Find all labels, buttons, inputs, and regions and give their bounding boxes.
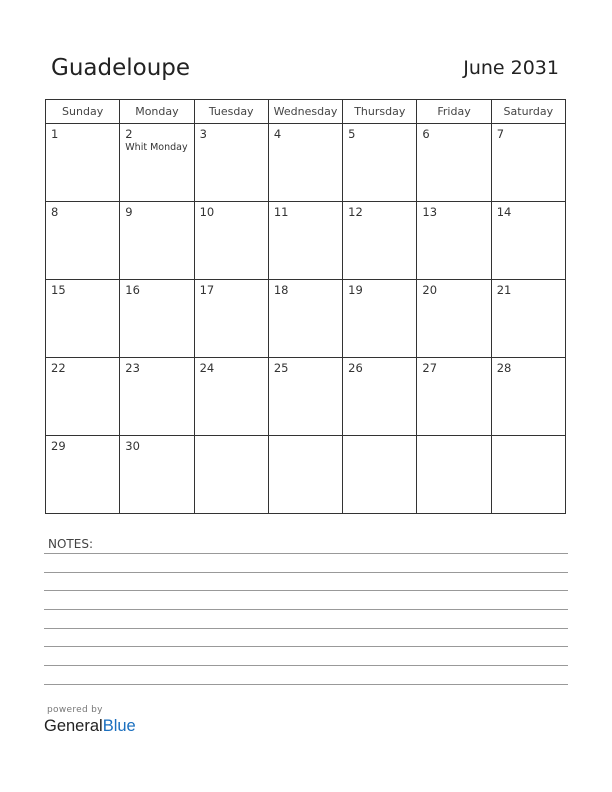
calendar-day-cell [120,202,194,280]
generalblue-logo [44,717,136,736]
calendar-day-cell [194,436,268,514]
note-line [44,665,568,666]
day-number: 13 [422,205,438,219]
day-number: 23 [125,361,140,375]
calendar-day-cell [194,280,268,358]
calendar-day-cell [194,202,268,280]
day-number: 4 [273,127,282,141]
weekday-header: Saturday [491,100,565,124]
day-number: 29 [51,439,66,453]
day-number: 1 [51,127,59,141]
note-line [44,646,568,647]
calendar-day-cell [46,280,120,358]
calendar-day-cell [120,358,194,436]
day-number: 5 [348,127,356,141]
calendar-day-cell [268,436,342,514]
note-line [44,609,568,610]
calendar-day-cell [417,436,491,514]
calendar-day-cell [417,280,491,358]
calendar-body [46,124,566,514]
note-line [44,553,568,554]
month-year-label: June 2031 [463,57,559,79]
weekday-header: Sunday [46,100,120,124]
brand-part-general: General [44,717,103,735]
day-number: 26 [348,361,363,375]
calendar-day-cell [343,202,417,280]
brand-part-blue: Blue [102,717,136,735]
calendar-grid [45,99,566,514]
powered-by-label: powered by [47,705,103,715]
day-number: 17 [199,283,215,297]
weekday-header: Wednesday [268,100,342,124]
calendar-day-cell [491,358,565,436]
note-line [44,628,568,629]
calendar-day-cell [417,358,491,436]
day-number: 11 [273,205,289,219]
weekday-header: Monday [120,100,194,124]
notes-label: NOTES: [48,537,93,551]
calendar-week-row [46,358,566,436]
calendar-day-cell [46,202,120,280]
calendar-day-cell [343,124,417,202]
note-line [44,572,568,573]
weekday-header: Thursday [343,100,417,124]
calendar-day-cell [194,124,268,202]
day-number: 8 [51,205,59,219]
weekday-header: Tuesday [194,100,268,124]
day-number: 16 [125,283,140,297]
calendar-day-cell [268,280,342,358]
day-number: 28 [496,361,512,375]
calendar-day-cell [46,358,120,436]
day-number: 18 [273,283,289,297]
day-number: 30 [125,439,140,453]
calendar-day-cell [120,124,194,202]
day-number: 25 [273,361,289,375]
calendar-day-cell [491,436,565,514]
weekday-header: Friday [417,100,491,124]
day-number: 3 [199,127,207,141]
calendar-week-row [46,280,566,358]
calendar-day-cell [417,124,491,202]
note-line [44,684,568,685]
calendar-day-cell [120,436,194,514]
calendar-day-cell [343,280,417,358]
calendar-day-cell [46,436,120,514]
calendar-week-row [46,202,566,280]
calendar-day-cell [491,280,565,358]
day-number: 14 [496,205,512,219]
day-number: 20 [422,283,438,297]
holiday-label: Whit Monday [125,142,188,153]
day-number: 19 [348,283,363,297]
calendar-day-cell [491,202,565,280]
calendar-day-cell [268,124,342,202]
calendar-day-cell [194,358,268,436]
day-number: 6 [422,127,430,141]
calendar-day-cell [343,436,417,514]
calendar-week-row [46,124,566,202]
calendar-day-cell [491,124,565,202]
country-title: Guadeloupe [51,55,191,81]
calendar-day-cell [417,202,491,280]
day-number: 27 [422,361,438,375]
weekday-header-row [46,100,566,124]
calendar-day-cell [120,280,194,358]
calendar-day-cell [268,358,342,436]
day-number: 21 [496,283,512,297]
calendar-day-cell [46,124,120,202]
day-number: 15 [51,283,66,297]
day-number: 10 [199,205,215,219]
day-number: 9 [125,205,133,219]
day-number: 2 [125,127,133,141]
day-number: 22 [51,361,66,375]
day-number: 7 [496,127,505,141]
calendar-day-cell [268,202,342,280]
day-number: 24 [199,361,215,375]
day-number: 12 [348,205,363,219]
calendar-week-row [46,436,566,514]
calendar-day-cell [343,358,417,436]
note-line [44,590,568,591]
